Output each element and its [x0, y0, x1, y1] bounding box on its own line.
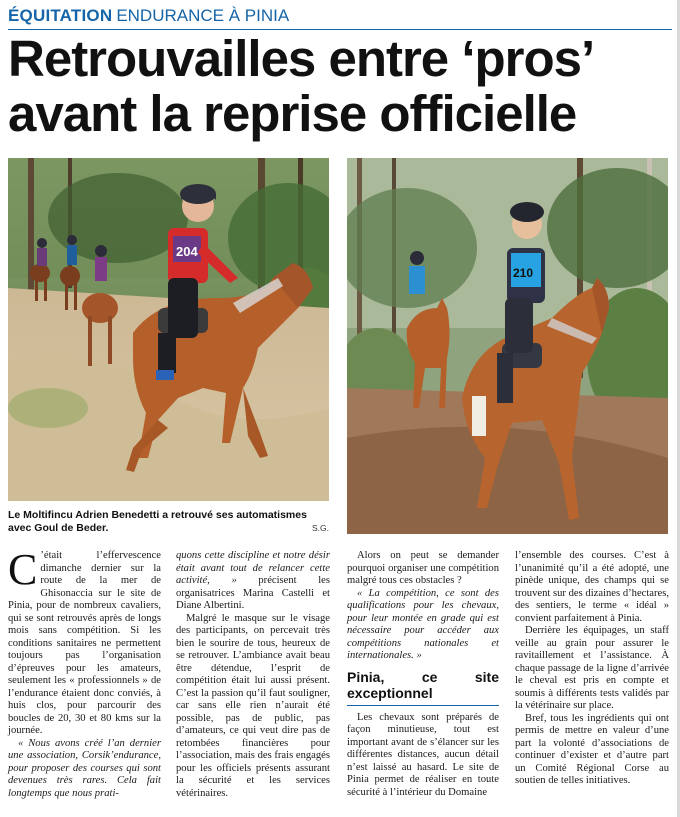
article-column-2 — [176, 550, 330, 800]
headline-line-2: avant la reprise officielle — [8, 85, 577, 142]
drop-cap: C — [8, 545, 38, 594]
headline-line-1: Retrouvailles entre ‘pros’ — [8, 30, 595, 87]
article-paragraph: Les chevaux sont préparés de façon minutieuse, tout est important avant de s’élancer sur les différentes distances, aucun détail n’est laissé au hasard. Le site de Pinia permet de réaliser en toute sécurité à l’intérieur du Domaine — [347, 711, 499, 798]
article-quote-text: quons cette discipline et notre désir était avant tout de relancer cette activité, » — [176, 550, 330, 586]
article-paragraph: Alors on peut se demander pourquoi organiser une compétition malgré tous ces obstacles ? — [347, 550, 499, 586]
bib-number-left: 204 — [176, 244, 198, 259]
article-paragraph: Malgré le masque sur le visage des participants, on percevait très bien le sourire de tous, heureux de se retrouver. L’ambiance avait beau être détendue, l’esprit de compétition était lui aussi présent. C’est la passion qu’il faut souligner, car sans elle rien n’aurait été possible, pas de public, pas d’amateurs, ce qui veut dire pas de retombées financières pour l’association, mais des frais engagés pour les officiels présents assurant la sécurité et les services vétérinaires. — [176, 612, 330, 799]
article-quote-text: « Nous avons créé l’an dernier une association, Corsik’endurance, pour proposer des courses qui sont devenues très rares. Cela fait longtemps que nous prati- — [8, 737, 161, 799]
article-quote — [347, 588, 499, 663]
article-paragraph — [8, 545, 161, 738]
photo-left-illustration — [8, 158, 329, 501]
article-text: ’était l’effervescence dimanche dernier sur la route de la mer de Ghisonaccia sur le site de Pinia, pour de nombreux cavaliers, qui se sont retrouvés après de longs mois sans compétition. Si les conditions sanitaires ne permettent toujours pas l’organisation d’épreuves pour les amateurs, seulement les « professionnels » de l’endurance étaient donc conviés, à huis clos, pour parcourir des boucles de 20, 30 et 80 kms sur la journée. — [8, 550, 161, 736]
section-header — [8, 6, 672, 28]
section-rubric: ÉQUITATION — [8, 6, 113, 25]
article-text: précisent les organisatrices Marina Castelli et Diane Albertini. — [176, 575, 330, 611]
article-subhead: Pinia, ce site exceptionnel — [347, 668, 499, 701]
bib-number-right: 210 — [513, 266, 534, 280]
article-column-3 — [347, 550, 499, 799]
photo-riders-forest — [347, 158, 668, 534]
article-column-4 — [515, 550, 669, 788]
photo-right-illustration — [347, 158, 668, 534]
article-paragraph — [176, 550, 330, 613]
article-paragraph: Bref, tous les ingrédients qui ont permis de mettre en valeur d’une part la volonté d’associations de continuer d’exister et d’autre part un Comité Régional Corse au soutien de telles initiatives. — [515, 712, 669, 786]
article-column-1 — [8, 545, 161, 800]
subhead-rule — [347, 705, 499, 706]
photo-credit: S.G. — [312, 523, 330, 533]
section-sub-rubric: ENDURANCE À PINIA — [116, 6, 290, 25]
article-paragraph: Derrière les équipages, un staff veille au grain pour assurer le ravitaillement et l’assistance. À chaque passage de la ligne d’arrivée le cheval est pris en compte et soumis à différents tests validés par la vétérinaire sur place. — [515, 625, 669, 711]
article-quote-text: « La compétition, ce sont des qualifications pour les chevaux, pour leur montée en grade qui est nécessaire pour accéder aux compétitions nationales et internationales. » — [347, 587, 499, 661]
article-paragraph: l’ensemble des courses. C’est à l’unanimité qu’il a été adopté, une pinède unique, des champs qui se trouvent sur des dizaines d’hectares, des sentiers, le terme « idéal » convient parfaitement à Pinia. — [515, 550, 669, 624]
photo-rider-benedetti — [8, 158, 329, 501]
photo-caption: Le Moltifincu Adrien Benedetti a retrouvé ses automatismes avec Goul de Beder. — [8, 509, 307, 534]
article-quote — [8, 738, 161, 801]
headline — [8, 31, 672, 141]
